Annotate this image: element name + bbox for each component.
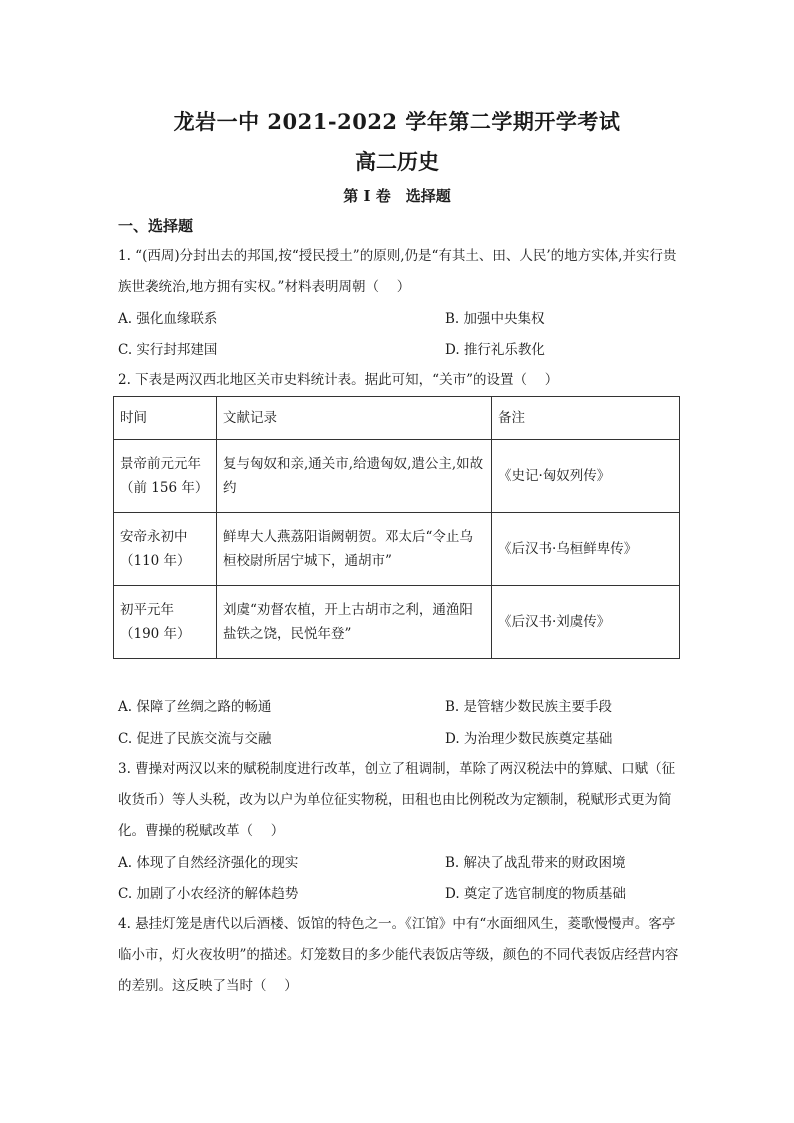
part-heading: 第 I 卷 选择题: [343, 187, 451, 205]
table-cell-record: 复与匈奴和亲,通关市,给遗匈奴,遣公主,如故约: [217, 440, 492, 513]
table-cell-time: 景帝前元元年（前 156 年）: [114, 440, 217, 513]
table-cell-record: 鲜卑大人燕荔阳诣阙朝贺。邓太后“令止乌桓校尉所居宁城下，通胡市”: [217, 513, 492, 586]
table-cell-time: 初平元年（190 年）: [114, 586, 217, 659]
table-row: [114, 440, 680, 513]
question-1-option-d[interactable]: D. 推行礼乐教化: [445, 342, 545, 358]
table-cell-time: 安帝永初中（110 年）: [114, 513, 217, 586]
question-1-option-b[interactable]: B. 加强中央集权: [445, 311, 545, 327]
question-2-option-d[interactable]: D. 为治理少数民族奠定基础: [445, 731, 613, 747]
question-3-option-a[interactable]: A. 体现了自然经济强化的现实: [118, 855, 299, 871]
table-header-cell: 时间: [114, 397, 217, 440]
table-row: [114, 513, 680, 586]
question-1-option-a[interactable]: A. 强化血缘联系: [118, 311, 218, 327]
question-2-option-c[interactable]: C. 促进了民族交流与交融: [118, 731, 272, 747]
section-heading: 一、选择题: [118, 217, 194, 235]
table-cell-record: 刘虞“劝督农植，开上古胡市之利，通渔阳盐铁之饶，民悦年登”: [217, 586, 492, 659]
question-2-option-b[interactable]: B. 是管辖少数民族主要手段: [445, 699, 613, 715]
table-header-cell: 文献记录: [217, 397, 492, 440]
table-cell-note: 《史记·匈奴列传》: [492, 440, 680, 513]
source-table: [113, 396, 680, 659]
question-1-stem: 1. “(西周)分封出去的邦国,按“授民授土”的原则,仍是“有其土、田、人民’的地方实体,并实行贵族世袭统治,地方拥有实权。”材料表明周朝（ ）: [118, 248, 677, 295]
question-3-option-c[interactable]: C. 加剧了小农经济的解体趋势: [118, 886, 299, 902]
table-header-row: [114, 397, 680, 440]
question-3-option-d[interactable]: D. 奠定了选官制度的物质基础: [445, 886, 626, 902]
question-2-option-a[interactable]: A. 保障了丝绸之路的畅通: [118, 699, 272, 715]
question-1-option-c[interactable]: C. 实行封邦建国: [118, 342, 218, 358]
table-header-cell: 备注: [492, 397, 680, 440]
table-row: [114, 586, 680, 659]
question-2-stem: 2. 下表是两汉西北地区关市史料统计表。据此可知，“关市”的设置（ ）: [118, 372, 559, 388]
question-3-stem: 3. 曹操对两汉以来的赋税制度进行改革，创立了租调制，革除了两汉税法中的算赋、口赋（征收货币）等人头税，改为以户为单位征实物税，田租也由比例税改为定额制，税赋形式更为简化。曹操的税赋改革（ ）: [118, 761, 676, 839]
question-4-stem: 4. 悬挂灯笼是唐代以后酒楼、饭馆的特色之一。《江馆》中有“水面细风生，菱歌慢慢声。客亭临小市，灯火夜妆明”的描述。灯笼数目的多少能代表饭店等级，颜色的不同代表饭店经营内容的差别。这反映了当时（ ）: [118, 916, 679, 994]
exam-subtitle: 高二历史: [355, 149, 439, 174]
table-cell-note: 《后汉书·乌桓鲜卑传》: [492, 513, 680, 586]
exam-title: 龙岩一中 2021-2022 学年第二学期开学考试: [173, 109, 621, 134]
table-cell-note: 《后汉书·刘虞传》: [492, 586, 680, 659]
question-3-option-b[interactable]: B. 解决了战乱带来的财政困境: [445, 855, 626, 871]
